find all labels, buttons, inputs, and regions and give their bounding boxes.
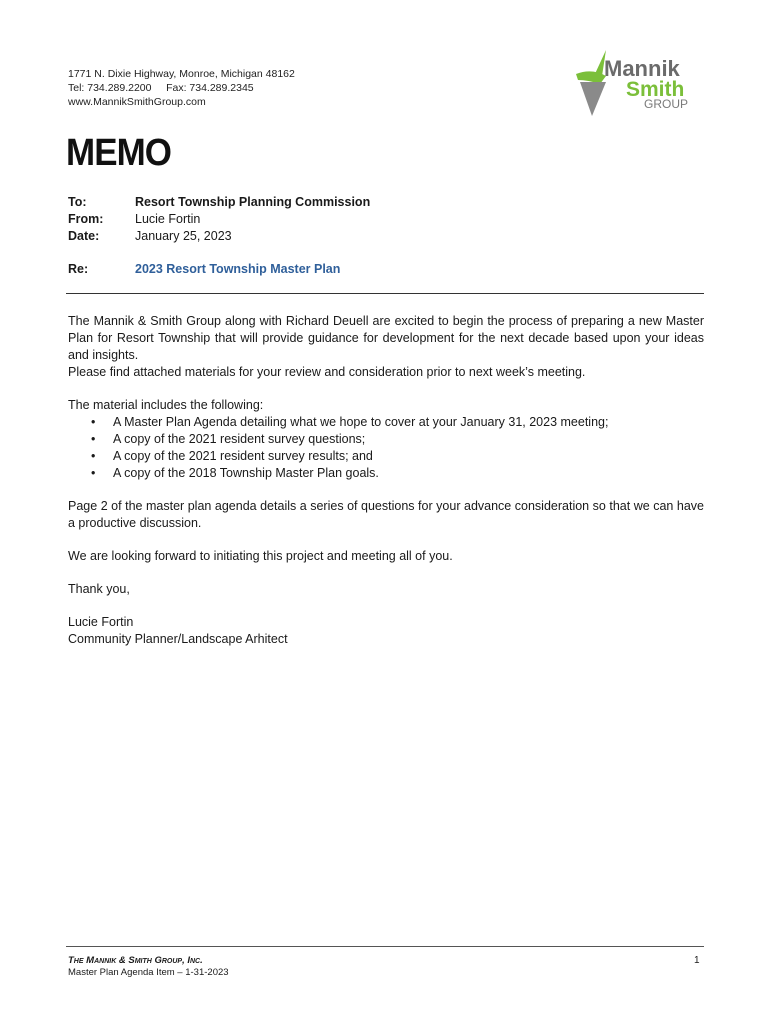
list-item: • A copy of the 2018 Township Master Plan goals. <box>91 466 379 480</box>
list-item: • A copy of the 2021 resident survey questions; <box>91 432 366 446</box>
date-value: January 25, 2023 <box>135 229 232 243</box>
list-item: • A copy of the 2021 resident survey results; and <box>91 449 373 463</box>
materials-list <box>68 414 704 482</box>
date-label: Date: <box>68 229 100 243</box>
signature-title: Community Planner/Landscape Arhitect <box>68 632 288 646</box>
website-link: www.MannikSmithGroup.com <box>68 96 206 108</box>
logo-gray-shard <box>580 82 606 116</box>
to-value: Resort Township Planning Commission <box>135 195 371 209</box>
memo-body <box>68 313 704 648</box>
re-label: Re: <box>68 262 89 276</box>
mannik-smith-logo <box>572 46 704 120</box>
intro-paragraph: The Mannik & Smith Group along with Richard Deuell are excited to begin the process of preparing a new Master Plan for Resort Township that will provide guidance for development for the next decade based upon your ideas and insights. <box>68 314 704 362</box>
questions-paragraph: Page 2 of the master plan agenda details a series of questions for your advance consideration so that we can have a productive discussion. <box>68 499 704 530</box>
footer-company: The Mannik & Smith Group, Inc. <box>68 955 203 966</box>
page-number: 1 <box>694 955 700 966</box>
address-line: 1771 N. Dixie Highway, Monroe, Michigan 48162 <box>68 68 295 80</box>
to-label: To: <box>68 195 87 209</box>
header-divider <box>66 293 704 294</box>
footer-divider <box>66 946 704 947</box>
phone-fax-line: Tel: 734.289.2200 Fax: 734.289.2345 <box>68 82 254 94</box>
list-item: • A Master Plan Agenda detailing what we hope to cover at your January 31, 2023 meeting; <box>91 415 609 429</box>
logo-word-mannik: Mannik <box>604 56 680 81</box>
from-label: From: <box>68 212 104 226</box>
list-intro: The material includes the following: <box>68 398 264 412</box>
signature-name: Lucie Fortin <box>68 615 134 629</box>
logo-word-smith: Smith <box>626 78 685 101</box>
from-value: Lucie Fortin <box>135 212 201 226</box>
memo-title: MEMO <box>66 132 172 174</box>
footer-doc-ref: Master Plan Agenda Item – 1-31-2023 <box>68 967 229 978</box>
closing-paragraph: We are looking forward to initiating this project and meeting all of you. <box>68 549 453 563</box>
bullet-icon: • <box>91 466 96 480</box>
bullet-icon: • <box>91 432 96 446</box>
sign-off: Thank you, <box>68 582 130 596</box>
bullet-icon: • <box>91 449 96 463</box>
attached-materials-paragraph: Please find attached materials for your review and consideration prior to next week’s meeting. <box>68 365 586 379</box>
logo-word-group: GROUP <box>644 97 689 111</box>
company-address-block <box>68 67 295 109</box>
re-value: 2023 Resort Township Master Plan <box>135 262 341 276</box>
footer <box>68 955 229 979</box>
bullet-icon: • <box>91 415 96 429</box>
